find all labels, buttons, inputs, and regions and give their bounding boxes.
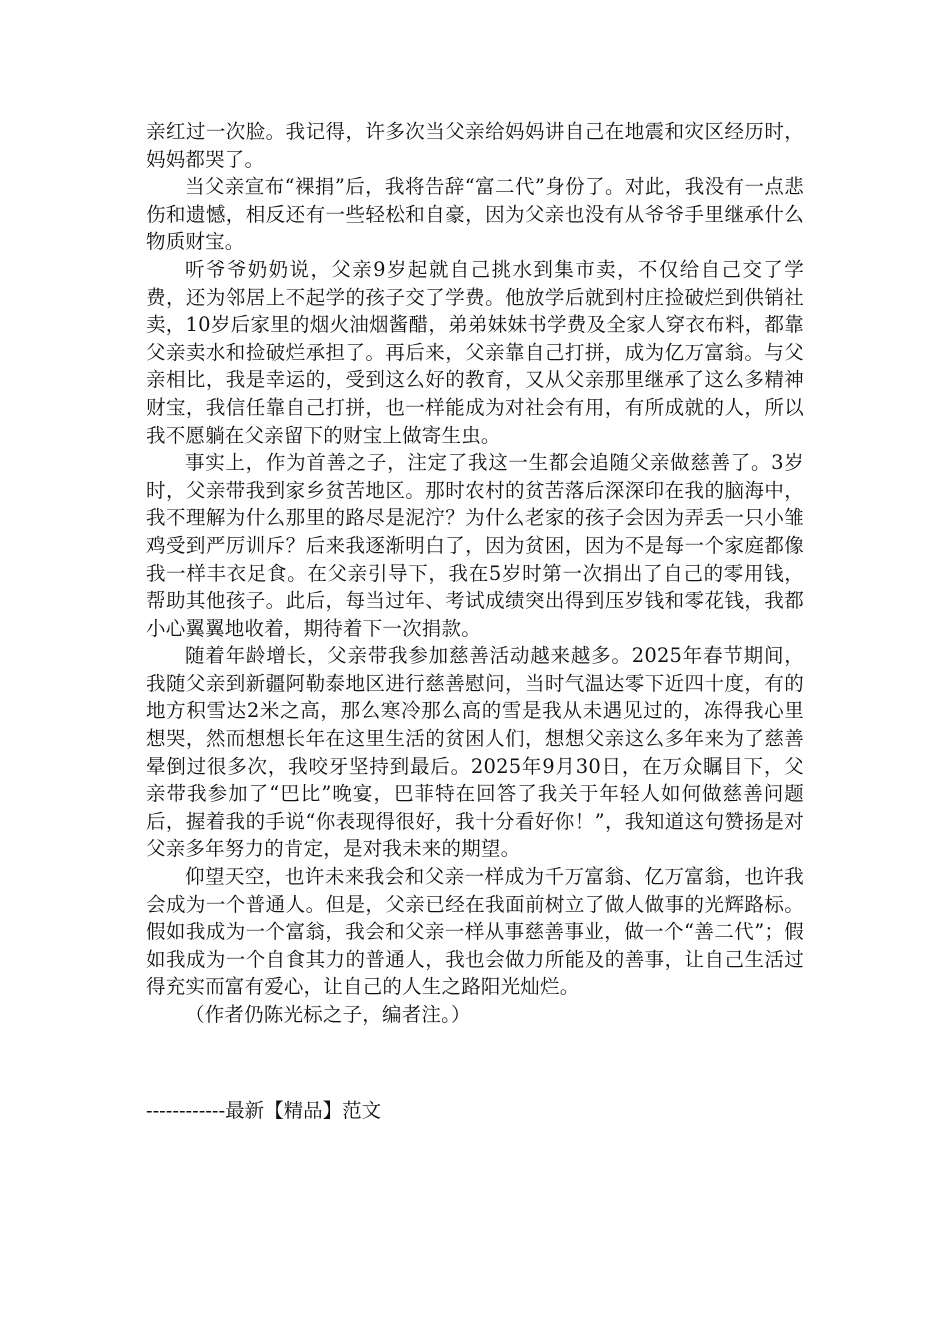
footer-label: ------------最新【精品】范文: [146, 1099, 382, 1122]
paragraph-2: 当父亲宣布“裸捐”后，我将告辞“富二代”身份了。对此，我没有一点悲伤和遗憾，相反还有一些轻松和自豪，因为父亲也没有从爷爷手里继承什么物质财宝。: [146, 175, 804, 254]
paragraph-3: 听爷爷奶奶说，父亲9岁起就自己挑水到集市卖，不仅给自己交了学费，还为邻居上不起学的孩子交了学费。他放学后就到村庄捡破烂到供销社卖，10岁后家里的烟火油烟酱醋，弟弟妹妹书学费及全家人穿衣布料，都靠父亲卖水和捡破烂承担了。再后来，父亲靠自己打拼，成为亿万富翁。与父亲相比，我是幸运的，受到这么好的教育，又从父亲那里继承了这么多精神财宝，我信任靠自己打拼，也一样能成为对社会有用，有所成就的人，所以我不愿躺在父亲留下的财宝上做寄生虫。: [146, 257, 804, 447]
paragraph-1: 亲红过一次脸。我记得，许多次当父亲给妈妈讲自己在地震和灾区经历时，妈妈都哭了。: [146, 120, 804, 171]
paragraph-5: 随着年龄增长，父亲带我参加慈善活动越来越多。2025年春节期间，我随父亲到新疆阿勒泰地区进行慈善慰问，当时气温达零下近四十度，有的地方积雪达2米之高，那么寒冷那么高的雪是我从未遇见过的，冻得我心里想哭，然而想想长年在这里生活的贫困人们，想想父亲这么多年来为了慈善晕倒过很多次，我咬牙坚持到最后。2025年9月30日，在万众瞩目下，父亲带我参加了“巴比”晚宴，巴菲特在回答了我关于年轻人如何做慈善问题后，握着我的手说“你表现得很好，我十分看好你！”，我知道这句赞扬是对父亲多年努力的肯定，是对我未来的期望。: [146, 644, 804, 861]
article-body: [146, 118, 804, 1029]
editor-note: （作者仍陈光标之子，编者注。）: [185, 1003, 471, 1026]
paragraph-4: 事实上，作为首善之子，注定了我这一生都会追随父亲做慈善了。3岁时，父亲带我到家乡贫苦地区。那时农村的贫苦落后深深印在我的脑海中，我不理解为什么那里的路尽是泥泞？为什么老家的孩子会因为弄丢一只小雏鸡受到严厉训斥？后来我逐渐明白了，因为贫困，因为不是每一个家庭都像我一样丰衣足食。在父亲引导下，我在5岁时第一次捐出了自己的零用钱，帮助其他孩子。此后，每当过年、考试成绩突出得到压岁钱和零花钱，我都小心翼翼地收着，期待着下一次捐款。: [146, 451, 804, 640]
paragraph-6: 仰望天空，也许未来我会和父亲一样成为千万富翁、亿万富翁，也许我会成为一个普通人。但是，父亲已经在我面前树立了做人做事的光辉路标。假如我成为一个富翁，我会和父亲一样从事慈善事业，做一个“善二代”；假如我成为一个自食其力的普通人，我也会做力所能及的善事，让自己生活过得充实而富有爱心，让自己的人生之路阳光灿烂。: [146, 865, 804, 999]
